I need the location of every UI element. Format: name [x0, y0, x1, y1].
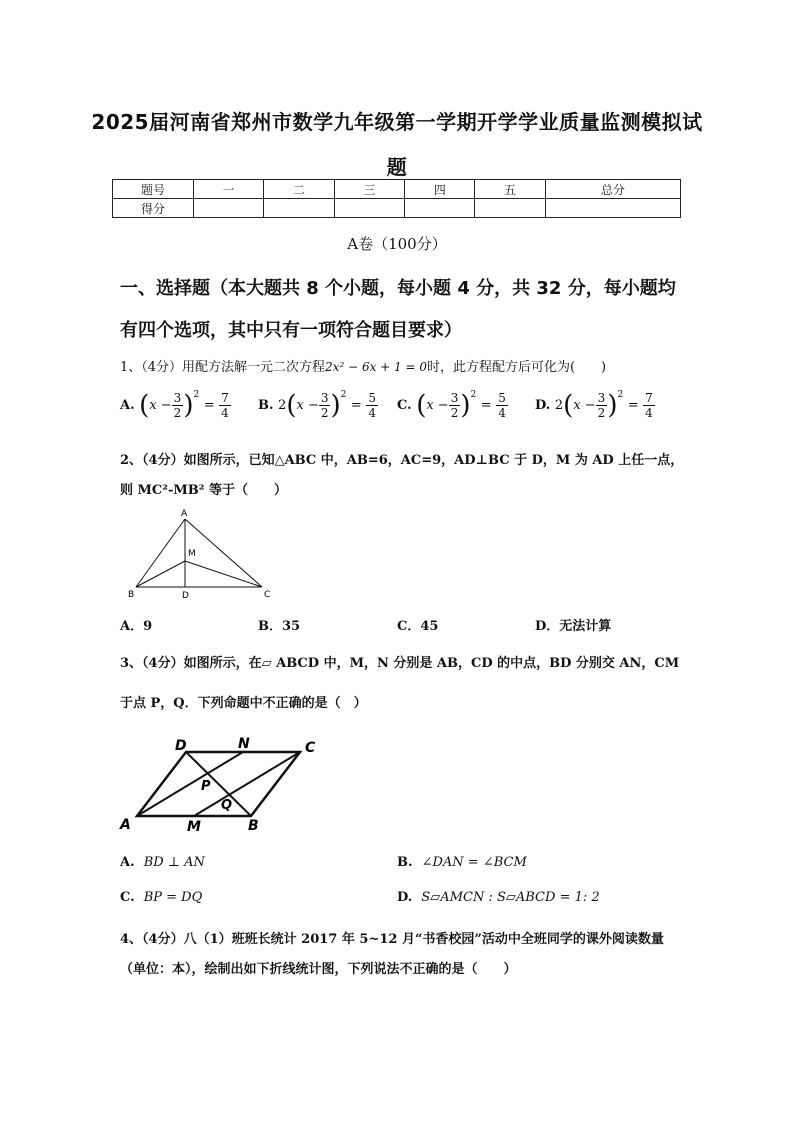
option-label: D.	[535, 398, 551, 413]
label-n: N	[238, 736, 250, 752]
edge-ac	[185, 519, 262, 587]
q3-parallelogram-figure	[115, 732, 330, 837]
edge-ab	[136, 519, 185, 587]
frac-den: 2	[320, 406, 329, 420]
score-table	[112, 179, 681, 218]
label-b: B	[248, 818, 259, 834]
score-cell[interactable]	[545, 199, 680, 218]
q4-stem-line2: （单位：本），绘制出如下折线统计图，下列说法不正确的是（ ）	[120, 962, 517, 977]
option-label: A．	[120, 619, 144, 634]
frac-num: 7	[645, 391, 653, 405]
exponent: 2	[470, 390, 477, 400]
exponent: 2	[193, 390, 200, 400]
inner-var: x −	[573, 398, 596, 413]
frac-num: 3	[597, 391, 606, 405]
score-header-cell: 五	[475, 180, 545, 199]
score-cell[interactable]	[475, 199, 545, 218]
score-table-header-row	[113, 180, 681, 199]
option-label: A.	[120, 855, 135, 870]
option-label: A.	[120, 398, 135, 413]
q3-option-a[interactable]	[120, 855, 205, 870]
section1-heading-line1: 一、选择题（本大题共 8 个小题，每小题 4 分，共 32 分，每小题均	[120, 278, 676, 299]
frac-den: 2	[597, 406, 606, 420]
frac-den: 2	[450, 406, 459, 420]
label-a: A	[120, 817, 131, 833]
label-m: M	[187, 819, 201, 835]
q2-option-a[interactable]	[120, 615, 152, 634]
q3-stem-line1: 3、（4分）如图所示，在▱ ABCD 中，M，N 分别是 AB，CD 的中点，BD 分别交 AN，CM	[120, 656, 680, 671]
score-cell[interactable]	[194, 199, 264, 218]
label-b: B	[128, 590, 135, 600]
frac-num: 3	[450, 391, 459, 405]
option-coef: 2	[278, 398, 287, 413]
exponent: 2	[340, 390, 347, 400]
label-p: P	[201, 779, 211, 794]
frac-den: 4	[645, 406, 653, 420]
q3-stem-line2: 于点 P，Q．下列命题中不正确的是（ ）	[120, 696, 367, 711]
option-label: B.	[397, 855, 413, 870]
score-table-score-row	[113, 199, 681, 218]
option-label: D.	[397, 890, 413, 905]
frac-den: 4	[368, 406, 376, 420]
q2-stem-line2: 则 MC²-MB² 等于（ ）	[120, 483, 287, 498]
score-header-cell: 二	[264, 180, 334, 199]
q2-triangle-figure	[120, 505, 280, 605]
option-coef: 2	[554, 398, 564, 413]
label-q: Q	[221, 798, 233, 813]
q2-option-d[interactable]	[535, 615, 611, 634]
score-header-cell: 总分	[545, 180, 680, 199]
label-c: C	[305, 740, 316, 756]
q1-stem	[120, 356, 606, 375]
frac-num: 7	[221, 391, 229, 405]
score-header-cell: 四	[405, 180, 475, 199]
option-text: 45	[420, 619, 439, 634]
option-text: S▱AMCN : S▱ABCD = 1: 2	[421, 890, 600, 905]
label-a: A	[181, 509, 188, 519]
q2-option-b[interactable]	[258, 615, 300, 634]
q3-option-d[interactable]	[397, 890, 600, 905]
q1-prefix: 1、（4分）用配方法解一元二次方程	[120, 360, 326, 375]
document-title-line1: 2025届河南省郑州市数学九年级第一学期开学学业质量监测模拟试	[91, 110, 703, 134]
option-label: D．	[535, 619, 560, 634]
option-text: BD ⊥ AN	[143, 855, 205, 870]
q2-stem-line1: 2、（4分）如图所示，已知△ABC 中，AB=6，AC=9，AD⊥BC 于 D，M 为 AD 上任一点，	[120, 453, 684, 468]
label-c: C	[264, 590, 271, 600]
document-title-line2: 题	[386, 155, 408, 179]
segment-mb	[136, 561, 185, 587]
label-d: D	[182, 591, 189, 601]
score-cell[interactable]	[405, 199, 475, 218]
frac-num: 5	[368, 391, 376, 405]
q1-suffix: 时，此方程配方后可化为( )	[426, 360, 607, 375]
inner-var: x −	[426, 398, 449, 413]
score-cell[interactable]	[264, 199, 334, 218]
option-label: C.	[120, 890, 135, 905]
frac-num: 5	[498, 391, 506, 405]
option-label: B．	[258, 619, 282, 634]
score-cell[interactable]	[334, 199, 404, 218]
option-label: C．	[397, 619, 421, 634]
option-text: 35	[282, 619, 301, 634]
label-d: D	[175, 738, 187, 754]
frac-den: 2	[173, 406, 182, 420]
option-text: BP = DQ	[143, 890, 203, 905]
q3-option-c[interactable]	[120, 890, 202, 905]
segment-mc	[185, 561, 262, 587]
label-m: M	[188, 549, 196, 559]
inner-var: x −	[296, 398, 319, 413]
score-header-cell: 题号	[113, 180, 194, 199]
option-text: 9	[143, 619, 153, 634]
q1-option-a[interactable]: A. (x − $\frac{3}{2}$ )$^2$ = $\frac{7}{4}$	[120, 390, 229, 421]
score-row-label: 得分	[113, 199, 194, 218]
q1-option-d[interactable]: D. 2(x − $\frac{3}{2}$ )$^2$ = $\frac{7}{4}$	[535, 390, 653, 421]
diagonal-bd	[186, 752, 251, 816]
score-header-cell: 一	[194, 180, 264, 199]
option-label: B.	[258, 398, 274, 413]
exponent: 2	[617, 390, 624, 400]
q1-option-c[interactable]: C. (x − $\frac{3}{2}$ )$^2$ = $\frac{5}{4}$	[397, 390, 506, 421]
q1-option-b[interactable]: B. 2(x − $\frac{3}{2}$ )$^2$ = $\frac{5}{4}$	[258, 390, 376, 421]
frac-den: 4	[221, 406, 229, 420]
frac-num: 3	[173, 391, 182, 405]
frac-num: 3	[320, 391, 329, 405]
q4-stem-line1: 4、（4分）八（1）班班长统计 2017 年 5~12 月“书香校园”活动中全班同学的课外阅读数量	[120, 932, 664, 947]
q2-option-c[interactable]	[397, 615, 438, 634]
option-text: 无法计算	[559, 619, 612, 634]
option-text: ∠DAN = ∠BCM	[421, 855, 527, 870]
q3-option-b[interactable]	[397, 855, 527, 870]
q1-equation: 2x² − 6x + 1 = 0	[325, 360, 427, 374]
inner-var: x −	[149, 398, 172, 413]
section1-heading-line2: 有四个选项，其中只有一项符合题目要求）	[120, 320, 462, 341]
score-header-cell: 三	[334, 180, 404, 199]
option-label: C.	[397, 398, 412, 413]
frac-den: 4	[498, 406, 506, 420]
volume-heading: A卷（100分）	[347, 235, 447, 253]
